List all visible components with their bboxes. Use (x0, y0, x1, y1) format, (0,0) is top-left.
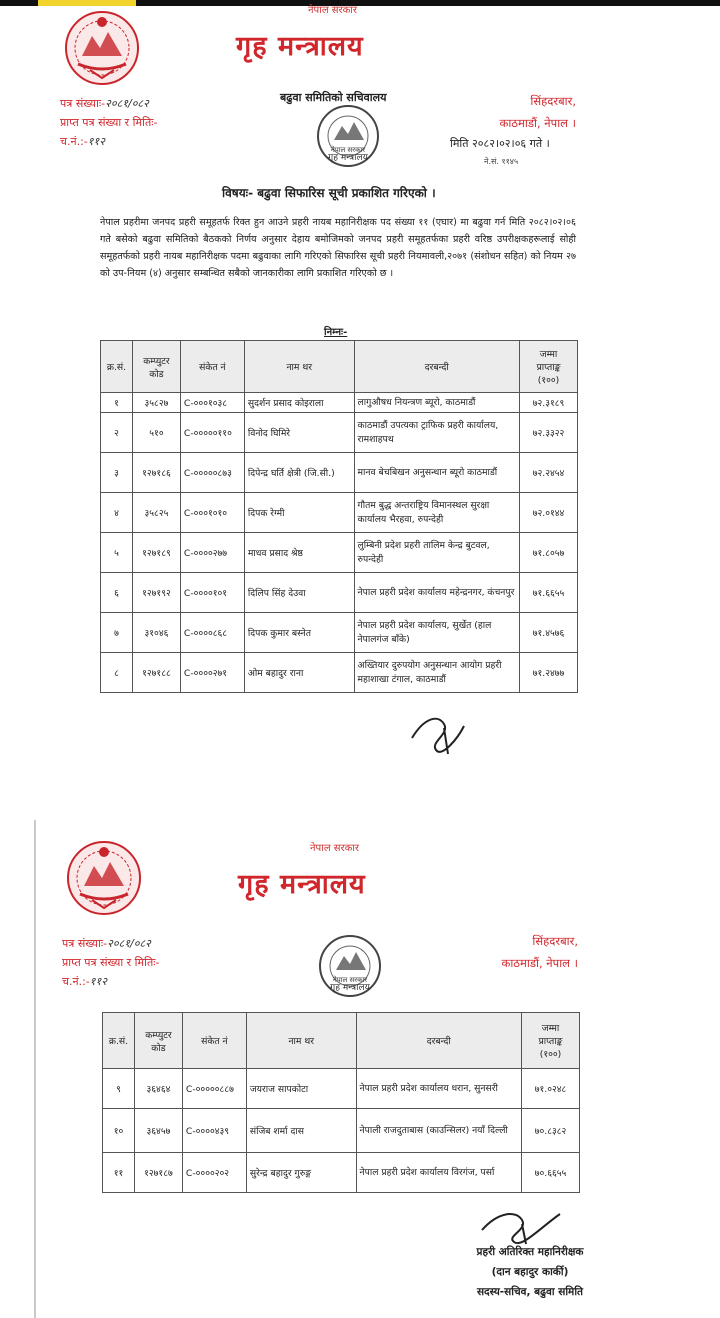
secretariat-label: बढुवा समितिको सचिवालय (280, 91, 387, 104)
table-row: १० ३६४५७ C-००००४३९ संजिब शर्मा दास नेपाली राजदुताबास (काउन्सिलर) नयाँ दिल्ली ७०.८३८२ (103, 1109, 580, 1153)
address-block: सिंहदरबार, काठमाडौं, नेपाल । (499, 94, 576, 130)
ministry-title: गृह मन्त्रालय (236, 31, 364, 62)
government-label: नेपाल सरकार (308, 5, 357, 16)
header-total-score: जम्मा प्राप्ताङ्क (१००) (520, 341, 578, 393)
candidate-table-1 (100, 340, 578, 693)
table-row: ३ १२७१८६ C-०००००८७३ दिपेन्द्र घर्ति क्षेत्री (जि.सी.) मानव बेचबिखन अनुसन्धान ब्यूरो काठमाडौं ७२.२४५४ (101, 453, 578, 493)
signature-icon (404, 708, 484, 760)
header-symbol-no: संकेत नं (182, 1013, 246, 1069)
letter-date: मिति २०८२।०२।०६ गते । (450, 137, 550, 150)
letter-page-1 (34, 6, 684, 790)
svg-text:गृह मन्त्रालय: गृह मन्त्रालय (330, 983, 370, 993)
letter-page-2 (34, 820, 686, 1318)
header-total-score: जम्मा प्राप्ताङ्क (१००) (522, 1013, 580, 1069)
table-row: ७ ३१०४६ C-००००८६८ दिपक कुमार बस्नेत नेपाल प्रहरी प्रदेश कार्यालय, सुर्खेत (हाल नेपालगंज बाँके) ७१.४५७६ (101, 613, 578, 653)
reference-block (60, 94, 157, 151)
svg-text:नेपाल सरकार: नेपाल सरकार (330, 146, 366, 154)
header-sn: क्र.सं. (103, 1013, 135, 1069)
header-name: नाम थर (244, 341, 354, 393)
header-computer-code: कम्प्युटर कोड (132, 341, 180, 393)
table-row: ६ १२७१९२ C-००००१०१ दिलिप सिंह देउवा नेपाल प्रहरी प्रदेश कार्यालय महेन्द्रनगर, कंचनपुर ७१.६६५५ (101, 573, 578, 613)
candidate-table-2 (102, 1012, 580, 1193)
nepal-emblem-icon (64, 838, 144, 918)
header-symbol-no: संकेत नं (180, 341, 244, 393)
signatory-role: सदस्य-सचिव, बढुवा समिति (476, 1286, 584, 1298)
table-row: ८ १२७१८८ C-००००२७१ ओम बहादुर राना अख्तियार दुरुपयोग अनुसन्धान आयोग प्रहरी महाशाखा टंगाल, काठमाडौं ७१.२४७७ (101, 653, 578, 693)
registration-number: ने.सं. ११४५ (484, 157, 519, 166)
header-office: दरबन्दी (354, 341, 519, 393)
signatory-name: (दान बहादुर कार्की) (491, 1266, 569, 1278)
list-heading: निम्नः- (324, 327, 348, 338)
dispatch-number: च.नं.:-११२ (60, 135, 105, 148)
svg-text:नेपाल सरकार: नेपाल सरकार (332, 976, 368, 984)
ministry-seal-icon (312, 932, 388, 1002)
government-label: नेपाल सरकार (310, 843, 359, 854)
header-sn: क्र.सं. (101, 341, 133, 393)
table-row: ९ ३६४६४ C-०००००८८७ जयराज सापकोटा नेपाल प्रहरी प्रदेश कार्यालय धरान, सुनसरी ७१.०२४८ (103, 1069, 580, 1109)
letter-number: पत्र संख्याः-२०८१/०८२ (60, 97, 149, 110)
signatory-title: प्रहरी अतिरिक्त महानिरीक्षक (476, 1246, 584, 1258)
nepal-emblem-icon (62, 8, 142, 88)
table-row: ५ १२७१८९ C-००००२७७ माधव प्रसाद श्रेष्ठ लुम्बिनी प्रदेश प्रहरी तालिम केन्द्र बुटवल, रुपन्देही ७१.८०५७ (101, 533, 578, 573)
table-row: ४ ३५८२५ C-०००१०१० दिपक रेग्मी गौतम बुद्ध अन्तराष्ट्रिय विमानस्थल सुरक्षा कार्यालय भैरहवा, रुपन्देही ७२.०१४४ (101, 493, 578, 533)
body-paragraph: नेपाल प्रहरीमा जनपद प्रहरी समूहतर्फ रिक्त हुन आउने प्रहरी नायब महानिरीक्षक पद संख्या ११ (एघार) मा बढुवा गर्न मिति २०८२।०२।०६ गते बसेको बढुवा समितिको बैठकको निर्णय अनुसार देहाय बमोजिमको जनपद प्रहरी समूहतर्फका प्रहरी वरिष्ठ उपरीक्षकहरूलाई सोही समूहतर्फको प्रहरी नायब महानिरीक्षक पदमा बढुवाका लागि गरिएको सिफारिस सूची प्रहरी नियमावली,२०७१ (संशोधन सहित) को नियम २७ को उप-नियम (४) अनुसार सम्बन्धित सबैको जानकारीका लागि प्रकाशित गरिएको छ । (100, 217, 576, 279)
address-block: सिंहदरबार, काठमाडौं, नेपाल । (501, 934, 578, 970)
reference-block (62, 934, 159, 991)
dispatch-number: च.नं.:-११२ (62, 975, 107, 988)
ministry-title: गृह मन्त्रालय (238, 869, 366, 900)
table-row: १ ३५८२७ C-०००१०३८ सुदर्शन प्रसाद कोइराला लागुऔषध नियन्त्रण ब्यूरो, काठमाडौं ७२.३१८९ (101, 393, 578, 413)
received-letter-label: प्राप्त पत्र संख्या र मितिः- (62, 956, 160, 969)
table-row: ११ १२७१८७ C-००००२०२ सुरेन्द्र बहादुर गुरुङ्ग नेपाल प्रहरी प्रदेश कार्यालय विरगंज, पर्सा ७०.६६५५ (103, 1153, 580, 1193)
ministry-seal-icon (310, 102, 386, 172)
subject-line: विषयः- बढुवा सिफारिस सूची प्रकाशित गरिएको । (222, 186, 436, 200)
received-letter-label: प्राप्त पत्र संख्या र मितिः- (60, 116, 158, 129)
letter-number: पत्र संख्याः-२०८१/०८२ (62, 937, 151, 950)
table-row: २ ५१० C-०००००११० विनोद घिमिरे काठमाडौं उपत्यका ट्राफिक प्रहरी कार्यालय, रामशाहपथ ७२.३३२२ (101, 413, 578, 453)
signoff-block (440, 1242, 620, 1302)
header-name: नाम थर (246, 1013, 356, 1069)
svg-text:गृह मन्त्रालय: गृह मन्त्रालय (328, 153, 368, 163)
header-computer-code: कम्प्युटर कोड (134, 1013, 182, 1069)
header-office: दरबन्दी (356, 1013, 522, 1069)
